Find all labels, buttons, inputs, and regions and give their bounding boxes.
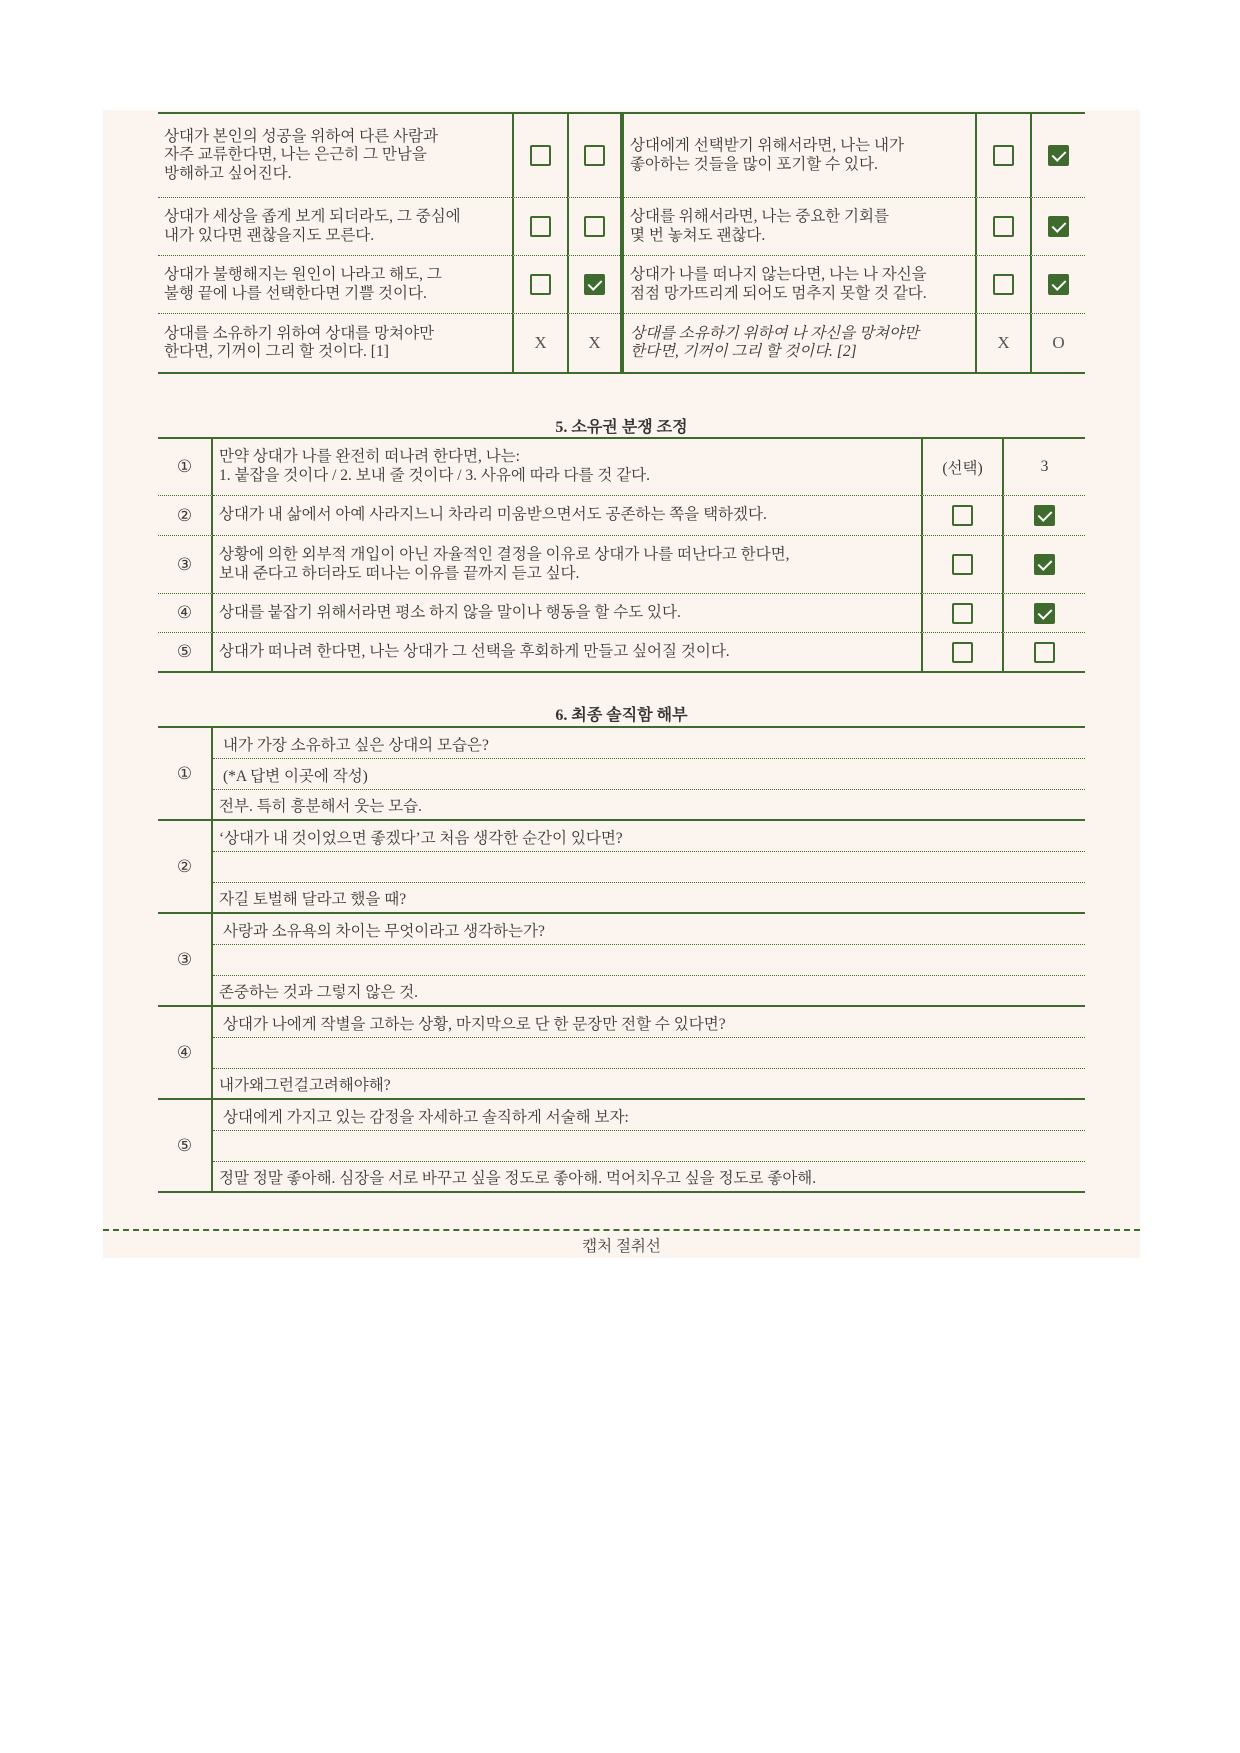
question-text: 상대가 나에게 작별을 고하는 상황, 마지막으로 단 한 문장만 전할 수 있다면? [213,1007,1085,1038]
answer-mark: X [997,333,1010,352]
item-number: ④ [158,1007,213,1098]
item-number: ③ [158,536,213,594]
checkbox[interactable] [1048,274,1069,295]
question-group [158,1007,1085,1100]
checkbox[interactable] [1034,642,1055,663]
item-number: ① [158,728,213,819]
question-group [158,1100,1085,1193]
checkbox[interactable] [952,554,973,575]
answer-cell [975,314,1030,372]
answer-cell [512,256,567,314]
checkbox[interactable] [530,216,551,237]
answer-cell [921,633,1002,671]
answer-text[interactable]: 자길 토벌해 달라고 했을 때? [219,891,407,908]
item-statement: 상대가 내 삶에서 아예 사라지느니 차라리 미움받으면서도 공존하는 쪽을 택하겠다. [213,496,921,536]
answer-cell [567,256,620,314]
statement-left-4: 상대를 소유하기 위하여 상대를 망쳐야만 한다면, 기꺼이 그리 할 것이다. [1] [164,324,435,360]
checkbox[interactable] [993,216,1014,237]
answer-mark: O [1052,333,1065,352]
question-text: 사랑과 소유욕의 차이는 무엇이라고 생각하는가? [213,914,1085,945]
answer-cell [921,594,1002,633]
attachment-grid [158,112,1085,374]
answer-cell [921,496,1002,536]
answer-cell [1002,633,1085,671]
section-6-title: 6. 최종 솔직함 해부 [555,707,688,724]
item-statement: 상황에 의한 외부적 개입이 아닌 자율적인 결정을 이유로 상대가 나를 떠난다고 한다면, 보내 준다고 하더라도 떠나는 이유를 끝까지 듣고 싶다. [213,536,921,594]
checkbox[interactable] [584,216,605,237]
answer-note[interactable] [213,1038,1085,1069]
answer-note[interactable] [213,1131,1085,1162]
checkbox[interactable] [584,274,605,295]
answer-cell [921,536,1002,594]
answer-cell [567,198,620,256]
answer-note[interactable]: (*A 답변 이곳에 작성) [213,759,1085,790]
answer-cell [975,114,1030,198]
choice-value[interactable]: 3 [1002,439,1085,496]
answer-cell [567,314,620,372]
checkbox[interactable] [1048,145,1069,166]
answer-mark: X [534,333,547,352]
item-statement: 상대가 떠나려 한다면, 나는 상대가 그 선택을 후회하게 만들고 싶어질 것이다. [219,642,730,660]
answer-cell [1030,198,1085,256]
statement-right-3: 상대가 나를 떠나지 않는다면, 나는 나 자신을 점점 망가뜨리게 되어도 멈추지 못할 것 같다. [624,256,975,314]
checkbox[interactable] [1048,216,1069,237]
statement-left-2: 상대가 세상을 좁게 보게 되더라도, 그 중심에 내가 있다면 괜찮을지도 모른다. [158,198,512,256]
item-statement: 만약 상대가 나를 완전히 떠나려 한다면, 나는: 1. 붙잡을 것이다 / 2. 보내 줄 것이다 / 3. 사유에 따라 다를 것 같다. [213,439,921,496]
answer-cell [567,114,620,198]
answer-mark: X [588,333,601,352]
item-number: ① [158,439,213,496]
cut-line [103,1229,1140,1231]
question-group [158,821,1085,914]
answer-cell [512,314,567,372]
checkbox[interactable] [1034,603,1055,624]
statement-left-1: 상대가 본인의 성공을 위하여 다른 사람과 자주 교류한다면, 나는 은근히 그 만남을 방해하고 싶어진다. [158,114,512,198]
answer-cell [512,198,567,256]
checkbox[interactable] [993,274,1014,295]
answer-cell [1002,594,1085,633]
checkbox[interactable] [1034,554,1055,575]
answer-note[interactable] [213,945,1085,976]
cut-line-label: 캡처 절취선 [582,1238,661,1255]
checkbox[interactable] [584,145,605,166]
choice-label: (선택) [921,439,1002,496]
answer-note[interactable] [213,852,1085,883]
checkbox[interactable] [530,145,551,166]
item-number: ③ [158,914,213,1005]
checkbox[interactable] [952,642,973,663]
answer-cell [975,198,1030,256]
checkbox[interactable] [530,274,551,295]
answer-cell [1030,314,1085,372]
question-text: 내가 가장 소유하고 싶은 상대의 모습은? [213,728,1085,759]
answer-cell [1030,256,1085,314]
question-group [158,914,1085,1007]
checkbox[interactable] [952,505,973,526]
question-text: 상대에게 가지고 있는 감정을 자세하고 솔직하게 서술해 보자: [213,1100,1085,1131]
answer-text[interactable]: 내가왜그런걸고려해야해? [219,1077,391,1094]
statement-right-2: 상대를 위해서라면, 나는 중요한 기회를 몇 번 놓쳐도 괜찮다. [624,198,975,256]
answer-text[interactable]: 존중하는 것과 그렇지 않은 것. [219,984,419,1001]
item-number: ④ [158,594,213,633]
item-number: ② [158,496,213,536]
question-text: ‘상대가 내 것이었으면 좋겠다’고 처음 생각한 순간이 있다면? [213,821,1085,852]
checkbox[interactable] [952,603,973,624]
statement-left-3: 상대가 불행해지는 원인이 나라고 해도, 그 불행 끝에 나를 선택한다면 기쁠 것이다. [158,256,512,314]
section-5-title: 5. 소유권 분쟁 조정 [555,419,688,436]
item-number: ⑤ [158,1100,213,1191]
question-group [158,728,1085,821]
answer-cell [1030,114,1085,198]
ownership-dispute-table [158,437,1085,673]
final-honesty-table [158,726,1085,1193]
answer-cell [512,114,567,198]
answer-cell [975,256,1030,314]
checkbox[interactable] [993,145,1014,166]
checkbox[interactable] [1034,505,1055,526]
item-number: ② [158,821,213,912]
item-statement: 상대를 붙잡기 위해서라면 평소 하지 않을 말이나 행동을 할 수도 있다. [213,594,921,633]
answer-text[interactable]: 정말 정말 좋아해. 심장을 서로 바꾸고 싶을 정도로 좋아해. 먹어치우고 싶을 정도로 좋아해. [219,1170,817,1187]
answer-cell [1002,536,1085,594]
answer-cell [1002,496,1085,536]
statement-right-1: 상대에게 선택받기 위해서라면, 나는 내가 좋아하는 것들을 많이 포기할 수 있다. [624,114,975,198]
item-number: ⑤ [158,633,213,671]
statement-right-4: 상대를 소유하기 위하여 나 자신을 망쳐야만 한다면, 기꺼이 그리 할 것이다. [2] [630,324,919,360]
answer-text[interactable]: 전부. 특히 흥분해서 웃는 모습. [219,798,422,815]
